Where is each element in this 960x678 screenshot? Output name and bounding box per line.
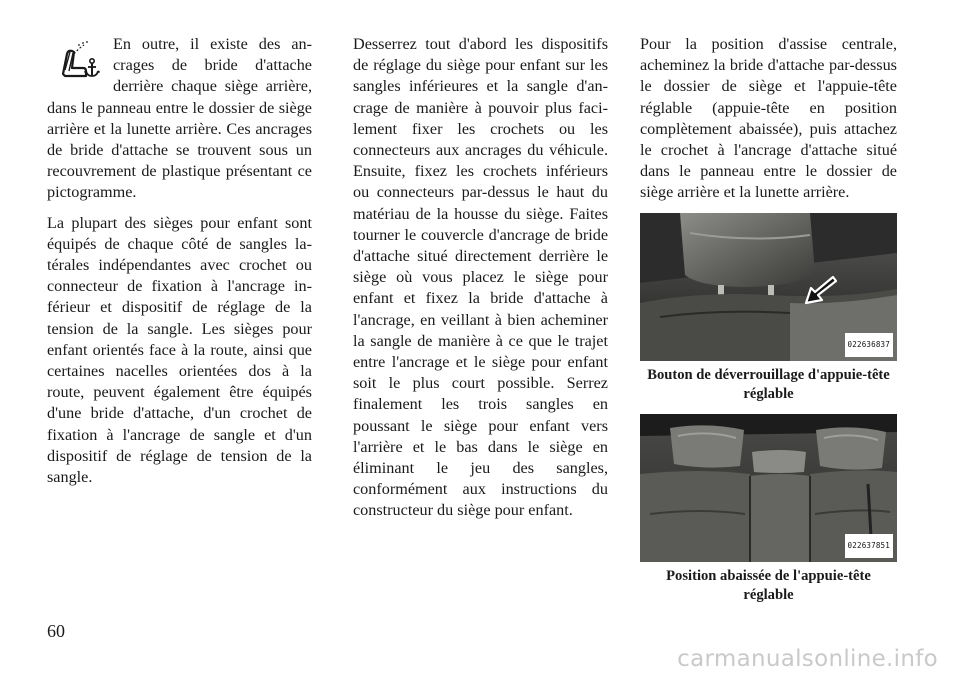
intro-block	[47, 34, 312, 204]
child-seat-straps-paragraph: La plupart des sièges pour enfant sont équipés de chaque côté de sangles latérales indépendantes avec crochet ou connecteur de fixation à l'ancrage inférieur et dispositif de réglage de la tension de la sangle. Les sièges pour enfant orientés face à la route, ainsi que certaines nacelles orientées dos à la route, peuvent également être équipés d'une bride d'attache, d'un crochet de fixation à l'ancrage de sangle et d'un dispositif de réglage de tension de la sangle.	[47, 213, 312, 487]
watermark: carmanualsonline.info	[677, 646, 938, 672]
installation-steps-paragraph: Desserrez tout d'abord les dispositifs de réglage du siège pour enfant sur les sangles inférieures et la sangle d'ancrage de manière à pouvoir plus facilement fixer les crochets ou les connecteurs aux ancrages du véhicule. Ensuite, fixez les crochets inférieurs ou connecteurs par-dessus le haut du matériau de la housse du siège. Faites tourner le couvercle d'ancrage de bride d'attache situé directement derrière le siège où vous placez le siège pour enfant et fixez la bride d'attache à l'ancrage, en veillant à bien acheminer la sangle de manière à ce que le trajet entre l'ancrage et le siège pour enfant soit le plus court possible. Serrez finalement les trois sangles en poussant le siège pour enfant vers l'arrière et le bas dans le siège en éliminant le jeu des sangles, conformément aux instructions du constructeur du siège pour enfant.	[353, 35, 608, 520]
figure-caption: Bouton de déverrouillage d'appuie-tête réglable	[647, 366, 890, 402]
center-position-paragraph: Pour la position d'assise centrale, acheminez la bride d'attache par-dessus le dossier de siège et l'appuie-tête réglable (appuie-tête en position complètement abaissée), puis attachez le crochet à l'ancrage d'attache situé dans le panneau entre le dossier de siège arrière et la lunette arrière.	[640, 35, 897, 202]
figure-code: 022637851	[845, 534, 893, 557]
child-seat-anchor-icon	[47, 40, 109, 96]
figure-code: 022636837	[845, 333, 893, 356]
column-1	[47, 34, 312, 497]
page-number: 60	[47, 621, 65, 641]
headrest-release-photo	[640, 213, 897, 361]
child-seat-anchor-icon-graphic	[57, 40, 101, 84]
figure-caption: Position abaissée de l'appuie-tête réglable	[666, 567, 871, 603]
column-3	[640, 34, 897, 615]
lowered-headrest-photo	[640, 414, 897, 562]
column-2	[353, 34, 608, 531]
intro-paragraph: En outre, il existe des ancrages de bride d'attache derrière chaque siège arrière, dans le panneau entre le dossier de siège arrière et la lunette arrière. Ces ancrages de bride d'attache se trouvent sous un recouvrement de plastique présentant ce pictogramme.	[47, 35, 312, 202]
